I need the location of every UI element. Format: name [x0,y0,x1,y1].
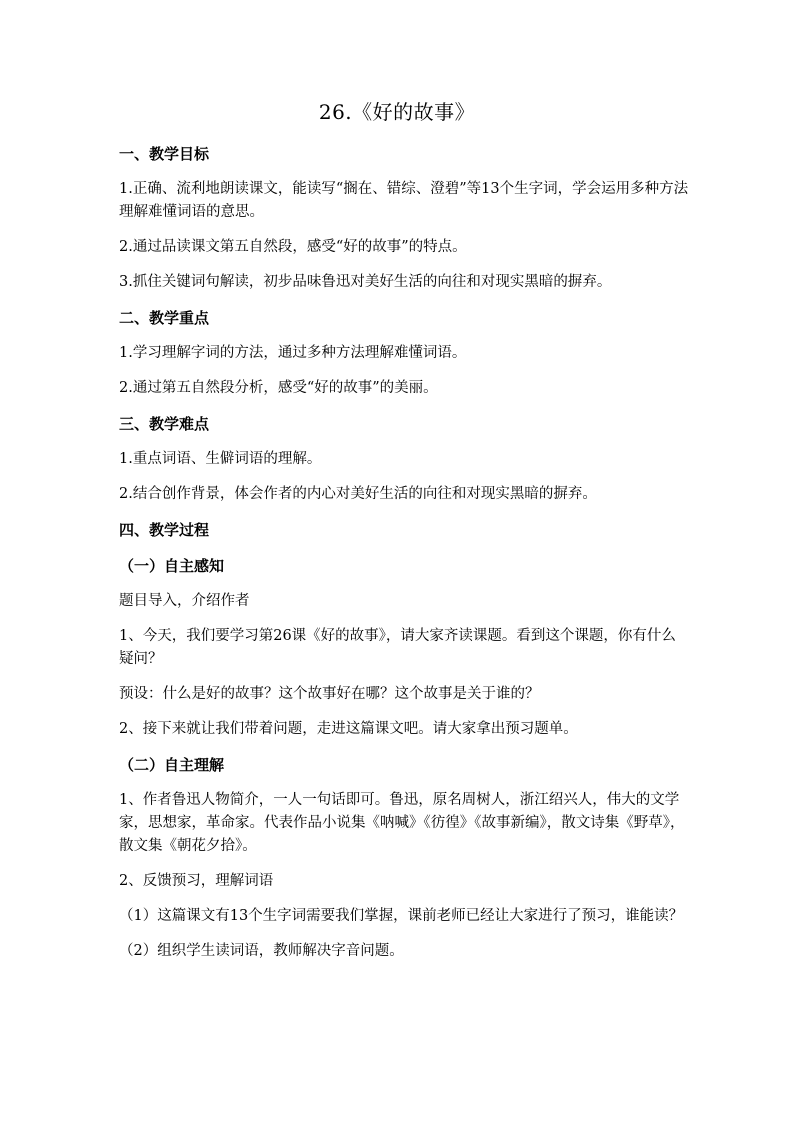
subsection-heading-perception: （一）自主感知 [119,557,225,575]
key-point-2: 2.通过第五自然段分析，感受“好的故事”的美丽。 [119,380,438,396]
document-body [119,142,689,975]
understanding-para-4: （2）组织学生读词语，教师解决字音问题。 [119,943,404,959]
objective-1: 1.正确、流利地朗读课文，能读写“搁在、错综、澄碧”等13个生字词，学会运用多种方法理解难懂词语的意思。 [119,181,689,220]
understanding-para-2: 2、反馈预习，理解词语 [119,873,274,889]
subsection-heading-understanding: （二）自主理解 [119,756,225,774]
section-heading-process: 四、教学过程 [119,521,210,539]
document-title: 26.《好的故事》 [318,100,476,124]
process-para-intro: 题目导入，介绍作者 [119,593,250,609]
process-para-1: 1、今天，我们要学习第26课《好的故事》，请大家齐读课题。看到这个课题，你有什么疑问？ [119,628,676,667]
process-para-2: 2、接下来就让我们带着问题，走进这篇课文吧。请大家拿出预习题单。 [119,721,578,737]
key-point-1: 1.学习理解字词的方法，通过多种方法理解难懂词语。 [119,345,467,361]
understanding-para-3: （1）这篇课文有13个生字词需要我们掌握，课前老师已经让大家进行了预习，谁能读？ [119,908,684,924]
objective-2: 2.通过品读课文第五自然段，感受“好的故事”的特点。 [119,239,467,255]
difficulty-2: 2.结合创作背景，体会作者的内心对美好生活的向往和对现实黑暗的摒弃。 [119,486,597,502]
objective-3: 3.抓住关键词句解读，初步品味鲁迅对美好生活的向往和对现实黑暗的摒弃。 [119,274,612,290]
understanding-para-1: 1、作者鲁迅人物简介，一人一句话即可。鲁迅，原名周树人，浙江绍兴人，伟大的文学家，思想家，革命家。代表作品小说集《呐喊》《彷徨》《故事新编》，散文诗集《野草》，散文集《朝花夕拾》。 [119,792,685,854]
difficulty-1: 1.重点词语、生僻词语的理解。 [119,451,322,467]
section-heading-objectives: 一、教学目标 [119,145,210,163]
section-heading-key-points: 二、教学重点 [119,309,210,327]
process-para-preset: 预设：什么是好的故事？这个故事好在哪？这个故事是关于谁的？ [119,686,540,702]
section-heading-difficulties: 三、教学难点 [119,415,210,433]
